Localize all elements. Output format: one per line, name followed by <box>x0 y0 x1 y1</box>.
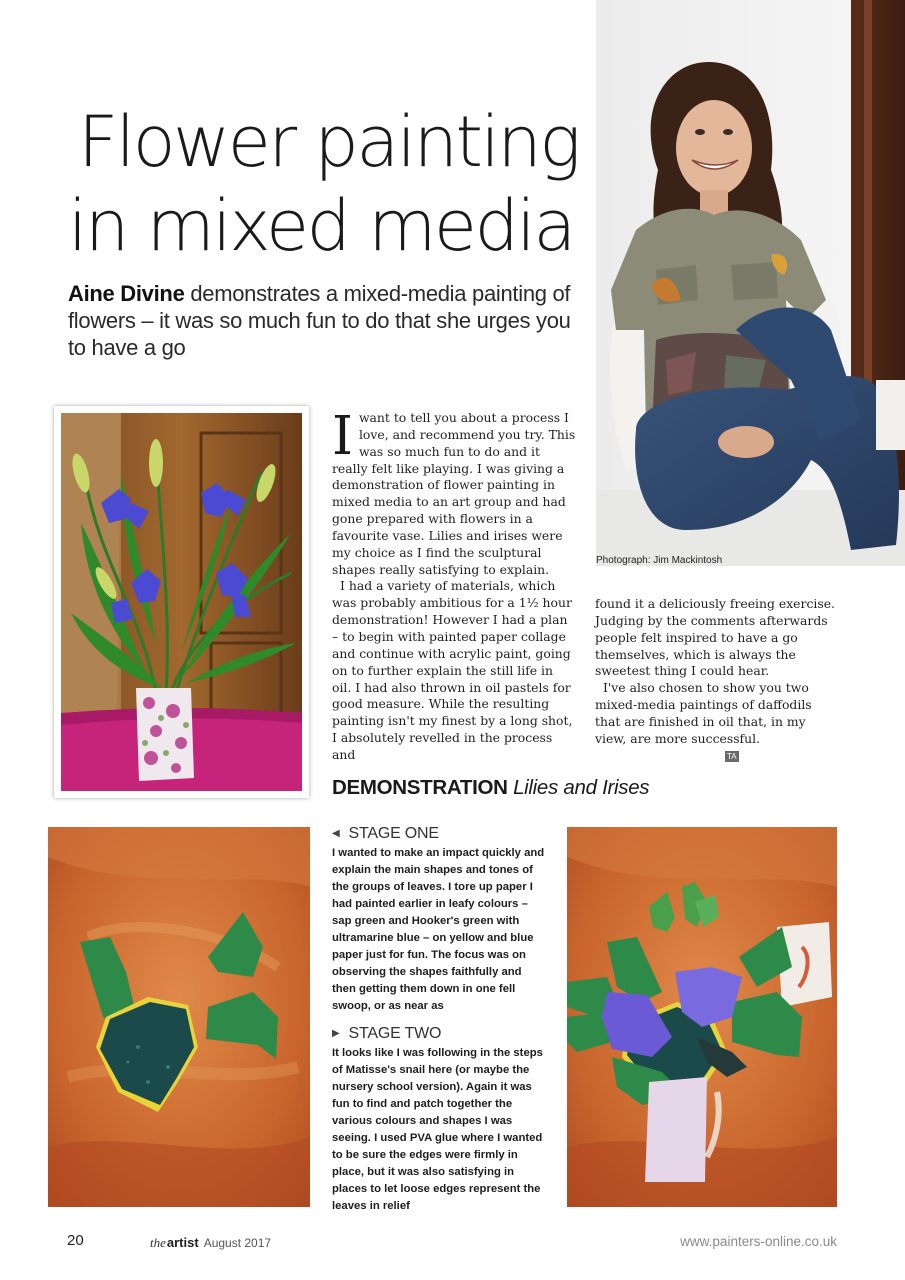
demonstration-label: DEMONSTRATION <box>332 776 508 799</box>
body-paragraph-1 <box>332 406 576 578</box>
stage-two <box>332 1025 548 1215</box>
body-paragraph-3: found it a deliciously freeing exercise. Judging by the comments afterwards people felt inspired to have a go themselves, which is always the sweetest thing I could hear. <box>595 596 835 679</box>
end-mark-badge: TA <box>727 751 737 761</box>
stage-two-title <box>332 1025 548 1043</box>
magazine-name: artist <box>166 1235 199 1250</box>
magazine-brand <box>150 1234 271 1252</box>
artist-portrait-photo <box>596 0 905 566</box>
title-line-1: Flower painting <box>78 101 579 183</box>
photo-credit: Photograph: Jim Mackintosh <box>596 555 723 566</box>
body-paragraph-4 <box>595 680 839 764</box>
author-name: Aine Divine <box>68 281 185 306</box>
stage-one-title-text: STAGE ONE <box>348 825 439 842</box>
page-number: 20 <box>67 1232 84 1249</box>
stage-two-title-text: STAGE TWO <box>348 1025 442 1042</box>
stage-one-painting <box>48 827 310 1207</box>
right-arrow-icon: ▶ <box>332 1028 340 1039</box>
drop-cap: I <box>332 406 353 467</box>
body-column-2 <box>595 596 839 764</box>
body-paragraph-2: I had a variety of materials, which was probably ambitious for a 1½ hour demonstration! However I had a plan – to begin with painted paper collage and continue with acrylic paint, going on to further explain the still life in oil. I had also thrown in oil pastels for good measure. While the resulting painting isn't my finest by a long shot, I absolutely revelled in the process and <box>332 578 573 762</box>
issue-date: August 2017 <box>203 1236 272 1250</box>
standfirst <box>68 280 588 361</box>
demonstration-subject: Lilies and Irises <box>513 776 650 799</box>
title-line-2: in mixed media <box>68 185 574 267</box>
body-column-1 <box>332 406 576 764</box>
stage-one-title <box>332 825 548 843</box>
stage-one <box>332 825 548 1015</box>
stage-two-text: It looks like I was following in the steps of Matisse's snail here (or maybe the nursery school version). Again it was fun to find and patch together the various colours and shapes I was seeing. I used PVA glue where I wanted to be sure the edges were firmly in place, but it was also satisfying in places to let loose edges represent the leaves in relief <box>332 1047 543 1212</box>
left-arrow-icon: ◀ <box>332 828 340 839</box>
stage-one-text: I wanted to make an impact quickly and explain the main shapes and tones of the groups of leaves. I tore up paper I had painted earlier in leafy colours – sap green and Hooker's green with ultramarine blue – on yellow and blue paper just for fun. The focus was on observing the shapes faithfully and then getting them down in one fell swoop, or as near as <box>332 847 545 1012</box>
magazine-name-prefix: the <box>150 1235 166 1250</box>
demonstration-heading <box>332 776 649 800</box>
stage-two-painting <box>567 827 837 1207</box>
standfirst-text: demonstrates a mixed-media painting of flowers – it was so much fun to do that she urges you to have a go <box>68 281 571 360</box>
lilies-irises-photo <box>54 406 309 798</box>
paragraph-4-text: I've also chosen to show you two mixed-media paintings of daffodils that are finished in oil that, in my view, are more successful. <box>595 680 812 746</box>
article-title <box>68 100 588 268</box>
paragraph-1-text: want to tell you about a process I love, and recommend you try. This was so much fun to do and it really felt like playing. I was giving a demonstration of flower painting in mixed media to an art group and had gone prepared with flowers in a favourite vase. Lilies and irises were my choice as I find the sculptural shapes really satisfying to explain. <box>332 410 576 577</box>
website-url[interactable]: www.painters-online.co.uk <box>680 1234 837 1249</box>
